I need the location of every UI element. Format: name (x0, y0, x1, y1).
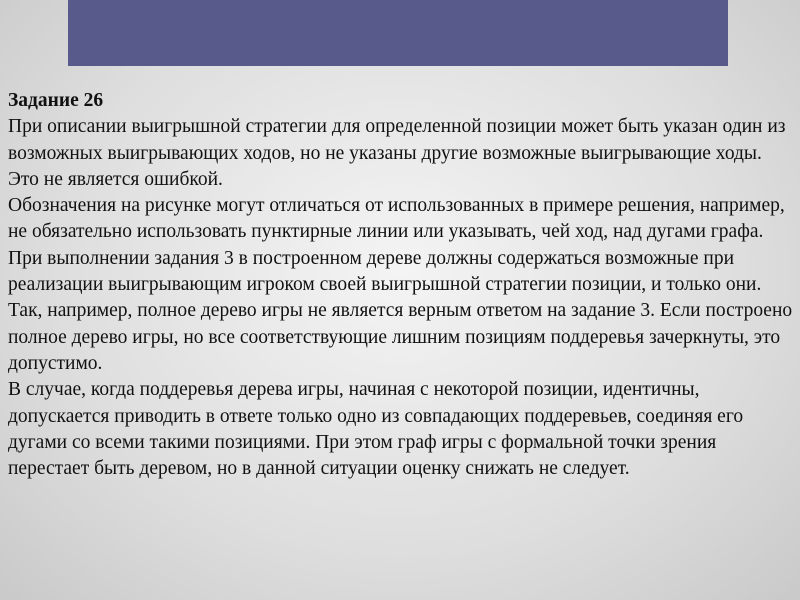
slide-heading: Задание 26 (8, 90, 104, 111)
paragraph-2: Обозначения на рисунке могут отличаться от использованных в примере решения, например, не обязательно использовать пунктирные линии или указывать, чей ход, над дугами графа. (8, 195, 785, 243)
paragraph-3: При выполнении задания 3 в построенном дереве должны содержаться возможные при реализации выигрывающим игроком своей выигрышной стратегии позиции, и только они. Так, например, полное дерево игры не является верным ответом на задание 3. Если построено полное дерево игры, но все соответствующие лишним позициям поддеревья зачеркнуты, это допустимо. (8, 247, 793, 374)
paragraph-1: При описании выигрышной стратегии для определенной позиции может быть указан один из возможных выигрывающих ходов, но не указаны другие возможные выигрывающие ходы. Это не является ошибкой. (8, 116, 786, 190)
slide-content (8, 88, 794, 482)
header-band (68, 0, 728, 66)
paragraph-4: В случае, когда поддеревья дерева игры, начиная с некоторой позиции, идентичны, допускается приводить в ответе только одно из совпадающих поддеревьев, соединяя его дугами со всеми такими позициями. При этом граф игры с формальной точки зрения перестает быть деревом, но в данной ситуации оценку снижать не следует. (8, 379, 744, 480)
